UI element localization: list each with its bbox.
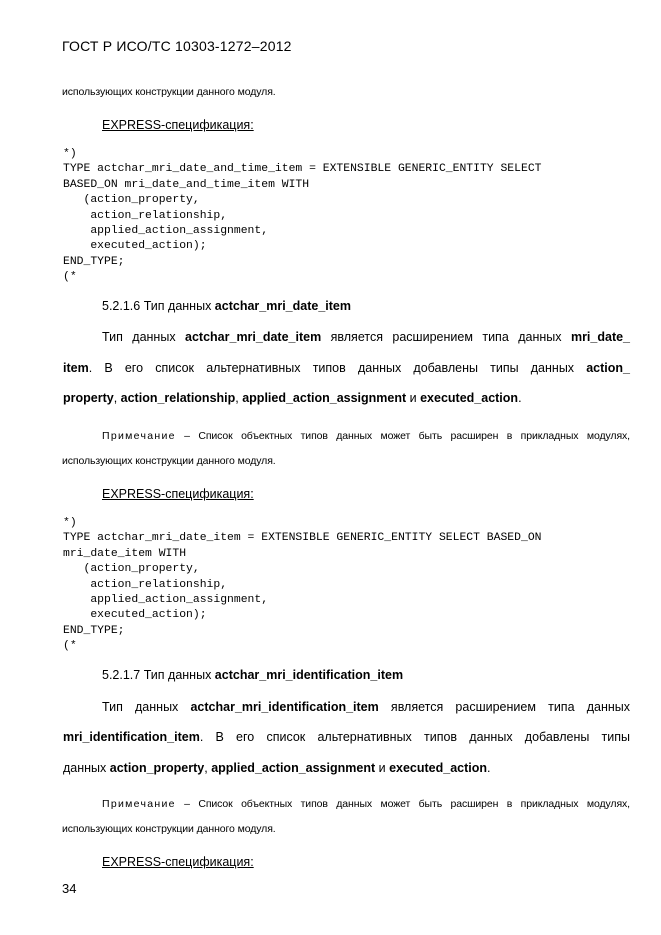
express-spec-label: EXPRESS-спецификация: xyxy=(102,118,254,132)
note-5217-line2: использующих конструкции данного модуля. xyxy=(62,823,276,835)
continuation-text: использующих конструкции данного модуля. xyxy=(62,86,276,98)
section-heading-5216: 5.2.1.6 Тип данных actchar_mri_date_item xyxy=(102,299,351,313)
express-spec-label-5216: EXPRESS-спецификация: xyxy=(102,487,254,501)
code-block-date-and-time: *) TYPE actchar_mri_date_and_time_item = EXTENSIBLE GENERIC_ENTITY SELECT BASED_ON mri_date_and_time_item WITH (action_property, action_relationship, applied_action_assignment, executed_action); END_TYPE; (* xyxy=(63,148,542,284)
paragraph-5216-line2: item. В его список альтернативных типов данных добавлены типы данных action_ xyxy=(63,361,630,375)
express-spec-label-5217: EXPRESS-спецификация: xyxy=(102,855,254,869)
paragraph-5216-line1: Тип данных actchar_mri_date_item является расширением типа данных mri_date_ xyxy=(102,330,631,344)
note-5217-line1: Примечание – Список объектных типов данных может быть расширен в прикладных модулях, xyxy=(102,798,630,810)
paragraph-5217-line1: Тип данных actchar_mri_identification_item является расширением типа данных xyxy=(102,700,630,714)
note-5216-line1: Примечание – Список объектных типов данных может быть расширен в прикладных модулях, xyxy=(102,430,630,442)
page-header: ГОСТ Р ИСО/ТС 10303-1272–2012 xyxy=(62,38,292,54)
paragraph-5217-line2: mri_identification_item. В его список альтернативных типов данных добавлены типы xyxy=(63,730,630,744)
note-5216-line2: использующих конструкции данного модуля. xyxy=(62,455,276,467)
section-heading-5217: 5.2.1.7 Тип данных actchar_mri_identification_item xyxy=(102,668,404,682)
paragraph-5216-line3: property, action_relationship, applied_action_assignment и executed_action. xyxy=(63,391,522,405)
paragraph-5217-line3: данных action_property, applied_action_assignment и executed_action. xyxy=(63,761,491,775)
page-number: 34 xyxy=(62,881,77,896)
code-block-date-item: *) TYPE actchar_mri_date_item = EXTENSIBLE GENERIC_ENTITY SELECT BASED_ON mri_date_item WITH (action_property, action_relationship, applied_action_assignment, executed_action); END_TYPE; (* xyxy=(63,517,542,653)
